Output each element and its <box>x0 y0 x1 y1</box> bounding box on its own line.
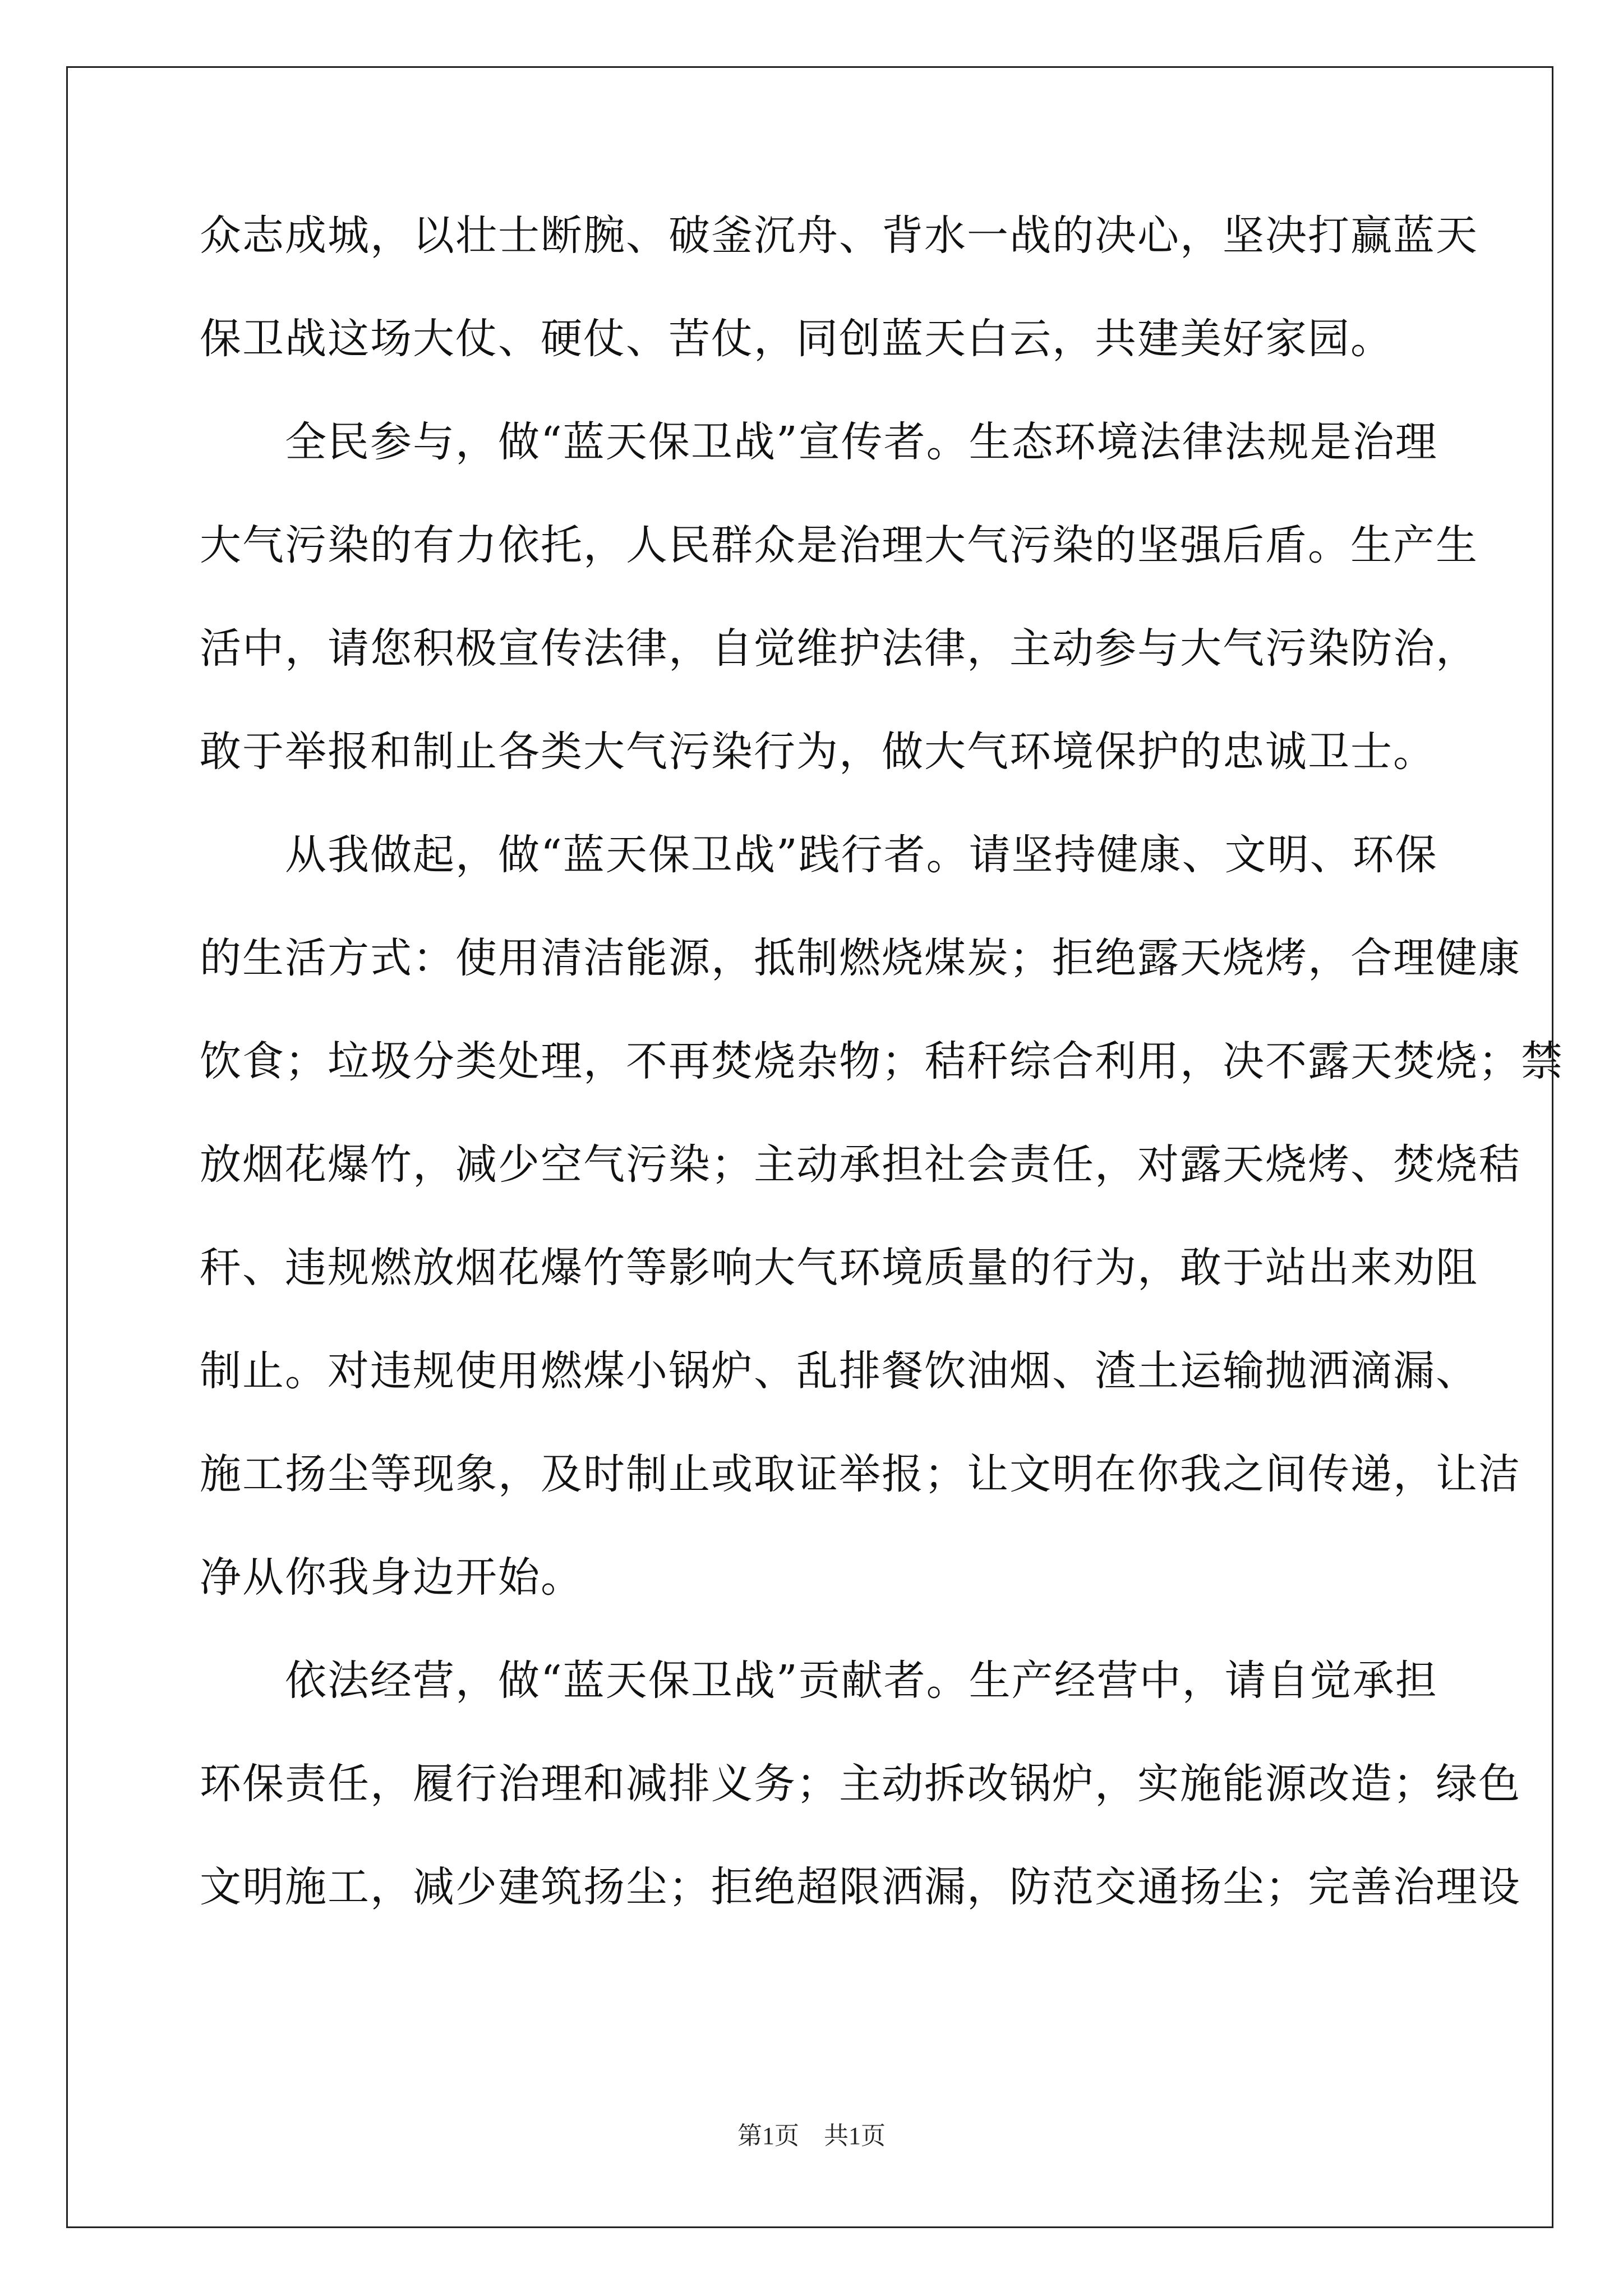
text-line: 环保责任，履行治理和减排义务；主动拆改锅炉，实施能源改造；绿色 <box>200 1760 1521 1808</box>
text-line: 保卫战这场大仗、硬仗、苦仗，同创蓝天白云，共建美好家园。 <box>200 315 1393 363</box>
text-line: 依法经营，做“蓝天保卫战”贡献者。生产经营中，请自觉承担 <box>200 1657 1438 1705</box>
text-line: 敢于举报和制止各类大气污染行为，做大气环境保护的忠诚卫士。 <box>200 728 1436 776</box>
text-line: 制止。对违规使用燃煤小锅炉、乱排餐饮油烟、渣土运输抛洒滴漏、 <box>200 1347 1478 1395</box>
text-line: 放烟花爆竹，减少空气污染；主动承担社会责任，对露天烧烤、焚烧秸 <box>200 1140 1521 1189</box>
text-line: 众志成城，以壮士断腕、破釜沉舟、背水一战的决心，坚决打赢蓝天 <box>200 211 1478 260</box>
text-line: 净从你我身边开始。 <box>200 1553 583 1602</box>
text-line: 文明施工，减少建筑扬尘；拒绝超限洒漏，防范交通扬尘；完善治理设 <box>200 1863 1521 1911</box>
text-line: 全民参与，做“蓝天保卫战”宣传者。生态环境法律法规是治理 <box>200 418 1438 466</box>
text-line: 大气污染的有力依托，人民群众是治理大气污染的坚强后盾。生产生 <box>200 521 1478 569</box>
text-line: 活中，请您积极宣传法律，自觉维护法律，主动参与大气污染防治， <box>200 624 1478 673</box>
page-footer: 第1页 共1页 <box>737 2122 886 2150</box>
text-line: 饮食；垃圾分类处理，不再焚烧杂物；秸秆综合利用，决不露天焚烧；禁 <box>200 1037 1564 1085</box>
text-line: 从我做起，做“蓝天保卫战”践行者。请坚持健康、文明、环保 <box>200 831 1438 879</box>
text-line: 施工扬尘等现象，及时制止或取证举报；让文明在你我之间传递，让洁 <box>200 1450 1521 1498</box>
text-line: 的生活方式：使用清洁能源，抵制燃烧煤炭；拒绝露天烧烤，合理健康 <box>200 934 1521 982</box>
text-line: 秆、违规燃放烟花爆竹等影响大气环境质量的行为，敢于站出来劝阻 <box>200 1244 1478 1292</box>
